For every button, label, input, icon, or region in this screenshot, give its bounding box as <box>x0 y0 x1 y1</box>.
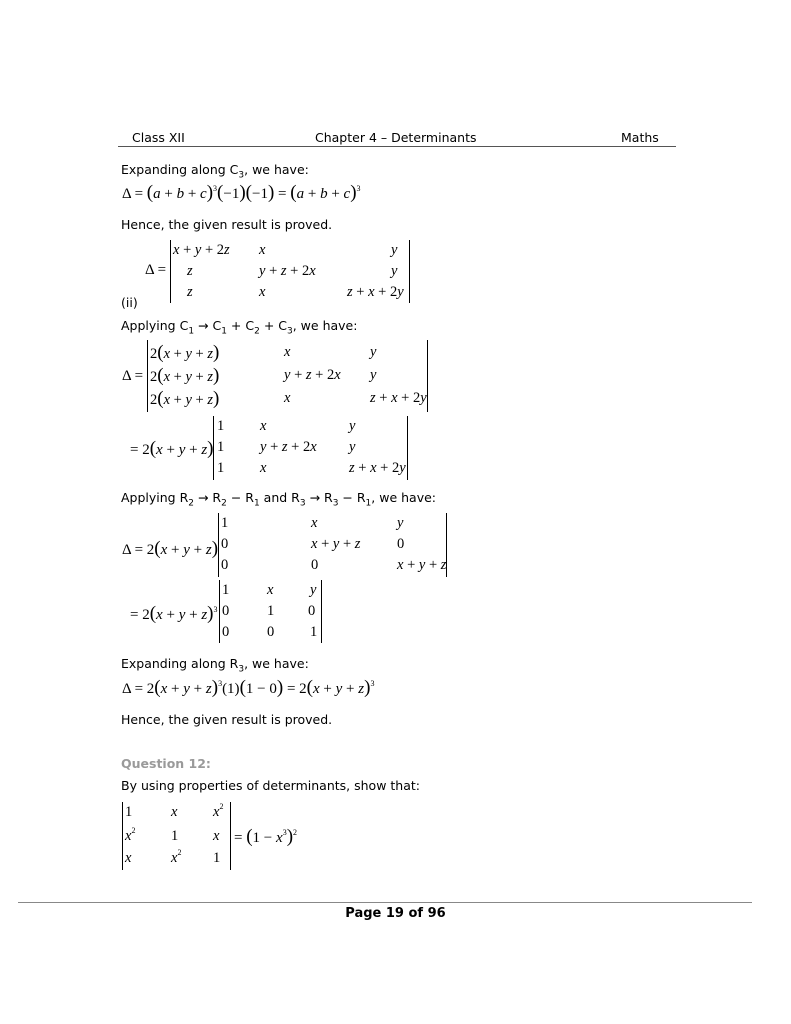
determinant-2: 2(x + y + z) x y 2(x + y + z) y + z + 2x y 2(x + y + z) x z + x + 2y <box>147 340 428 412</box>
det-prefix-5: = $2(x + y + z)^3$ <box>130 603 218 624</box>
footer-rule <box>18 902 752 903</box>
applying-r-text: Applying $R_2 \to R_2 - R_1$ and $R_3 \to R_3 - R_1$, we have: <box>121 490 436 509</box>
question-title: Question 12: <box>121 756 211 771</box>
part-ii-label: (ii) <box>121 295 138 310</box>
question-determinant: 1 x $x^2$ $x^2$ 1 x x $x^2$ 1 <box>122 802 231 870</box>
expanding-c3-text: Expanding along $C_3$, we have: <box>121 162 309 181</box>
det-prefix-4: Δ = 2(x + y + z) <box>122 538 219 559</box>
determinant-4: 1 x y 0 x + y + z 0 0 0 x + y + z <box>218 513 447 577</box>
page-number: Page 19 of 96 <box>345 906 446 921</box>
question-text: By using properties of determinants, show that: <box>121 778 420 793</box>
determinant-5: 1 x y 0 1 0 0 0 1 <box>219 580 322 643</box>
equation-result-2: $\Delta = 2(x + y + z)^3(1)(1 - 0) = 2(x + y + z)^3$ <box>122 677 375 698</box>
proved-text-2: Hence, the given result is proved. <box>121 712 333 727</box>
expanding-r3-text: Expanding along $R_3$, we have: <box>121 656 309 675</box>
header-rule <box>118 146 676 147</box>
header-subject: Maths <box>621 130 659 145</box>
determinant-3: 1 x y 1 y + z + 2x y 1 x z + x + 2y <box>213 416 408 480</box>
equation-result-1: $\Delta = (a + b + c)^3(-1)(-1) = (a + b + c)^3$ <box>122 182 361 203</box>
det-prefix-ii: Δ = <box>145 262 167 278</box>
header-class: Class XII <box>132 130 185 145</box>
question-rhs: = $(1 - x^3)^2$ <box>234 826 298 847</box>
applying-c1-text: Applying $C_1 \to C_1 + C_2 + C_3$, we have: <box>121 318 358 337</box>
determinant-ii: x + y + 2z x y z y + z + 2x y z x z + x + 2y <box>170 240 410 303</box>
proved-text-1: Hence, the given result is proved. <box>121 217 333 232</box>
det-prefix-3: = 2(x + y + z) <box>130 438 214 459</box>
header-chapter: Chapter 4 – Determinants <box>315 130 477 145</box>
det-prefix-2: Δ = <box>122 368 144 384</box>
